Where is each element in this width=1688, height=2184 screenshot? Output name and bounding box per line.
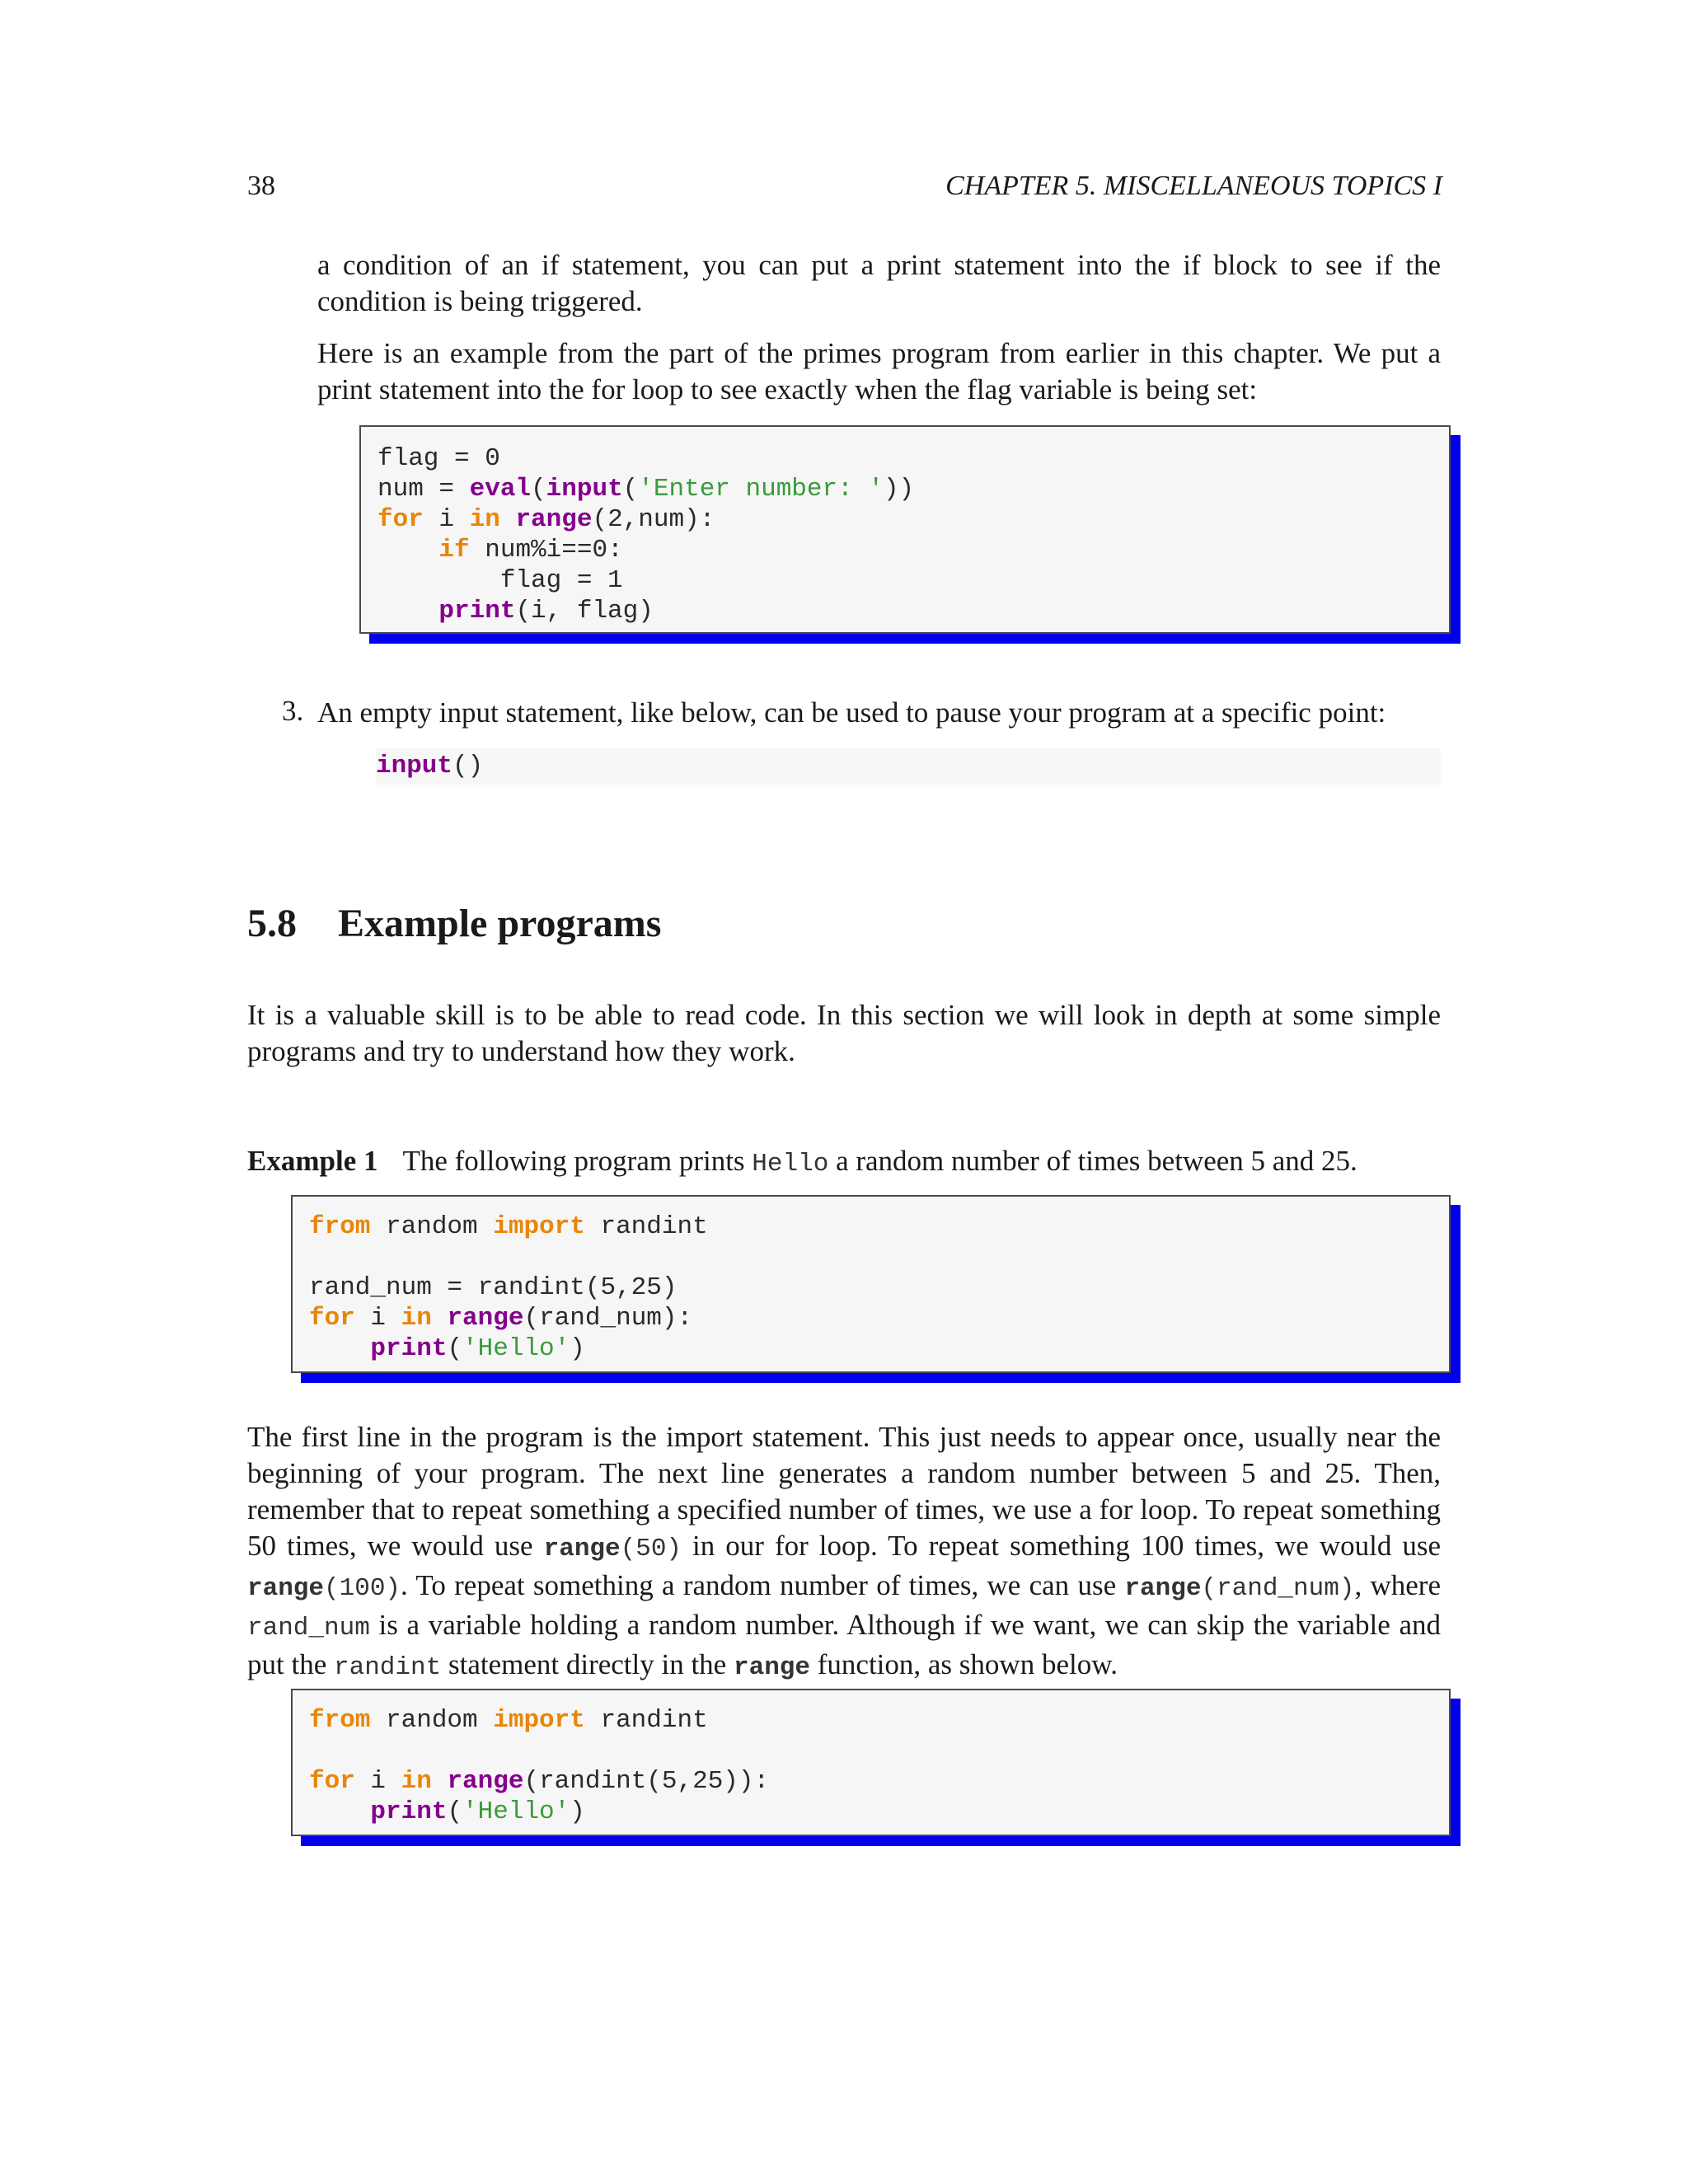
paragraph-explanation: The first line in the program is the import statement. This just needs to appear once, usually near the beginning of your program. The next line generates a random number between 5 and 25. Then, remember that to repeat something a specified number of times, we use a for loop. To repeat something 50 times, we would use range(50) in our for loop. To repeat something 100 times, we would use range(100). To repeat something a random number of times, we can use range(rand_num), where rand_num is a variable holding a random number. Although if we want, we can skip the variable and put the randint statement directly in the range function, as shown below. xyxy=(247,1421,1442,1682)
code-line: flag = 0 xyxy=(377,444,500,473)
code-line: for i in range(2,num): xyxy=(377,505,715,534)
code-line: for i in range(rand_num): xyxy=(309,1304,693,1333)
code-block-primes xyxy=(359,425,1451,634)
code-line: print(i, flag) xyxy=(438,597,654,626)
section-heading xyxy=(247,901,661,946)
section-title: Example programs xyxy=(338,902,662,945)
code-block-example-1 xyxy=(291,1195,1451,1373)
running-header: CHAPTER 5. MISCELLANEOUS TOPICS I xyxy=(945,171,1442,201)
paragraph-section-intro: It is a valuable skill is to be able to read code. In this section we will look in depth at some simple programs and try to understand how they work. xyxy=(247,999,1441,1067)
paragraph-continued: a condition of an if statement, you can put a print statement into the if block to see if the condition is being triggered. xyxy=(317,249,1441,317)
example-1-description: Example 1 The following program prints Hello a random number of times between 5 and 25. xyxy=(247,1145,1357,1179)
code-line: from random import randint xyxy=(309,1706,708,1735)
code-line: print('Hello') xyxy=(370,1334,585,1363)
code-line: input() xyxy=(376,752,484,780)
code-line: print('Hello') xyxy=(370,1797,585,1826)
code-line: rand_num = randint(5,25) xyxy=(309,1273,678,1302)
list-item-text: An empty input statement, like below, can be used to pause your program at a specific point: xyxy=(317,696,1386,729)
code-line-blank xyxy=(309,1242,1449,1272)
section-number: 5.8 xyxy=(247,902,297,945)
example-label: Example 1 xyxy=(247,1145,378,1177)
page-number: 38 xyxy=(247,171,275,201)
code-line: num = eval(input('Enter number: ')) xyxy=(377,475,915,504)
code-line: if num%i==0: xyxy=(438,536,623,565)
code-line: for i in range(randint(5,25)): xyxy=(309,1767,770,1796)
list-item-marker: 3. xyxy=(282,695,304,727)
code-block-example-1-compact xyxy=(291,1689,1451,1836)
code-block-input xyxy=(376,748,1441,785)
paragraph-example-intro: Here is an example from the part of the primes program from earlier in this chapter. We put a print statement into the for loop to see exactly when the flag variable is being set: xyxy=(317,337,1441,405)
code-line-blank xyxy=(309,1736,1449,1766)
code-line: from random import randint xyxy=(309,1212,708,1241)
code-line: flag = 1 xyxy=(377,566,623,595)
